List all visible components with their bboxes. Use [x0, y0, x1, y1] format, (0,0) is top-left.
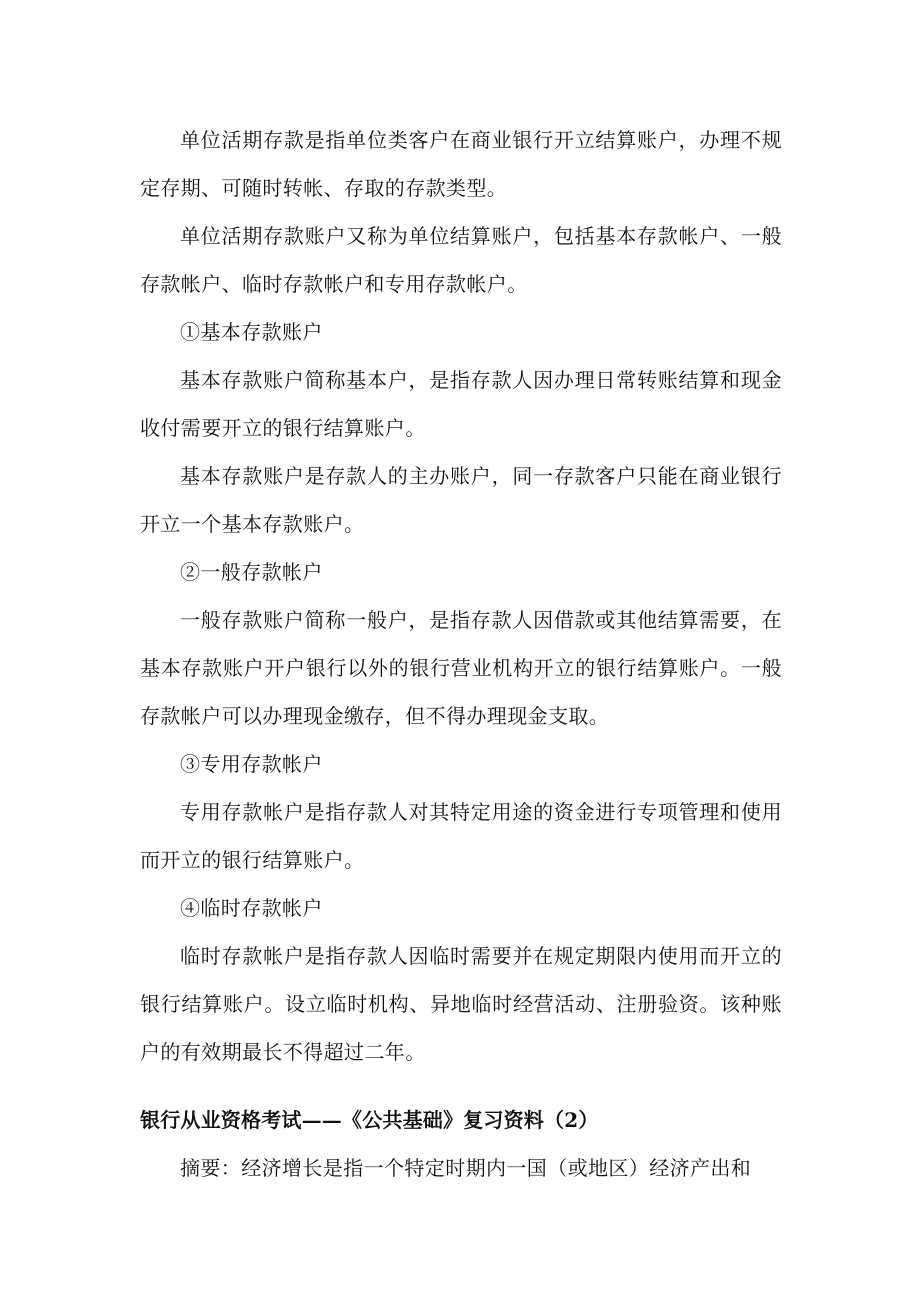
paragraph-basic-account-main: 基本存款账户是存款人的主办账户，同一存款客户只能在商业银行开立一个基本存款账户。 — [140, 464, 782, 536]
document-body — [140, 116, 782, 1192]
subheading-special-account: ③专用存款帐户 — [180, 752, 323, 776]
paragraph-unit-demand-deposit: 单位活期存款是指单位类客户在商业银行开立结算账户，办理不规定存期、可随时转帐、存取的存款类型。 — [140, 128, 782, 200]
subheading-general-account: ②一般存款帐户 — [180, 560, 323, 584]
subheading-basic-account: ①基本存款账户 — [180, 320, 323, 344]
paragraph-special-account-definition: 专用存款帐户是指存款人对其特定用途的资金进行专项管理和使用而开立的银行结算账户。 — [140, 800, 782, 872]
subheading-temporary-account: ④临时存款帐户 — [180, 896, 323, 920]
paragraph-abstract: 摘要：经济增长是指一个特定时期内一国（或地区）经济产出和 — [180, 1156, 752, 1180]
paragraph-temporary-account-definition: 临时存款帐户是指存款人因临时需要并在规定期限内使用而开立的银行结算账户。设立临时机构、异地临时经营活动、注册验资。该种账户的有效期最长不得超过二年。 — [140, 944, 782, 1064]
paragraph-unit-settlement-account: 单位活期存款账户又称为单位结算账户，包括基本存款帐户、一般存款帐户、临时存款帐户和专用存款帐户。 — [140, 224, 782, 296]
section-title: 银行从业资格考试——《公共基础》复习资料（2） — [140, 1108, 599, 1132]
paragraph-basic-account-definition: 基本存款账户简称基本户，是指存款人因办理日常转账结算和现金收付需要开立的银行结算账户。 — [140, 368, 782, 440]
paragraph-general-account-definition: 一般存款账户简称一般户，是指存款人因借款或其他结算需要，在基本存款账户开户银行以外的银行营业机构开立的银行结算账户。一般存款帐户可以办理现金缴存，但不得办理现金支取。 — [140, 608, 782, 728]
